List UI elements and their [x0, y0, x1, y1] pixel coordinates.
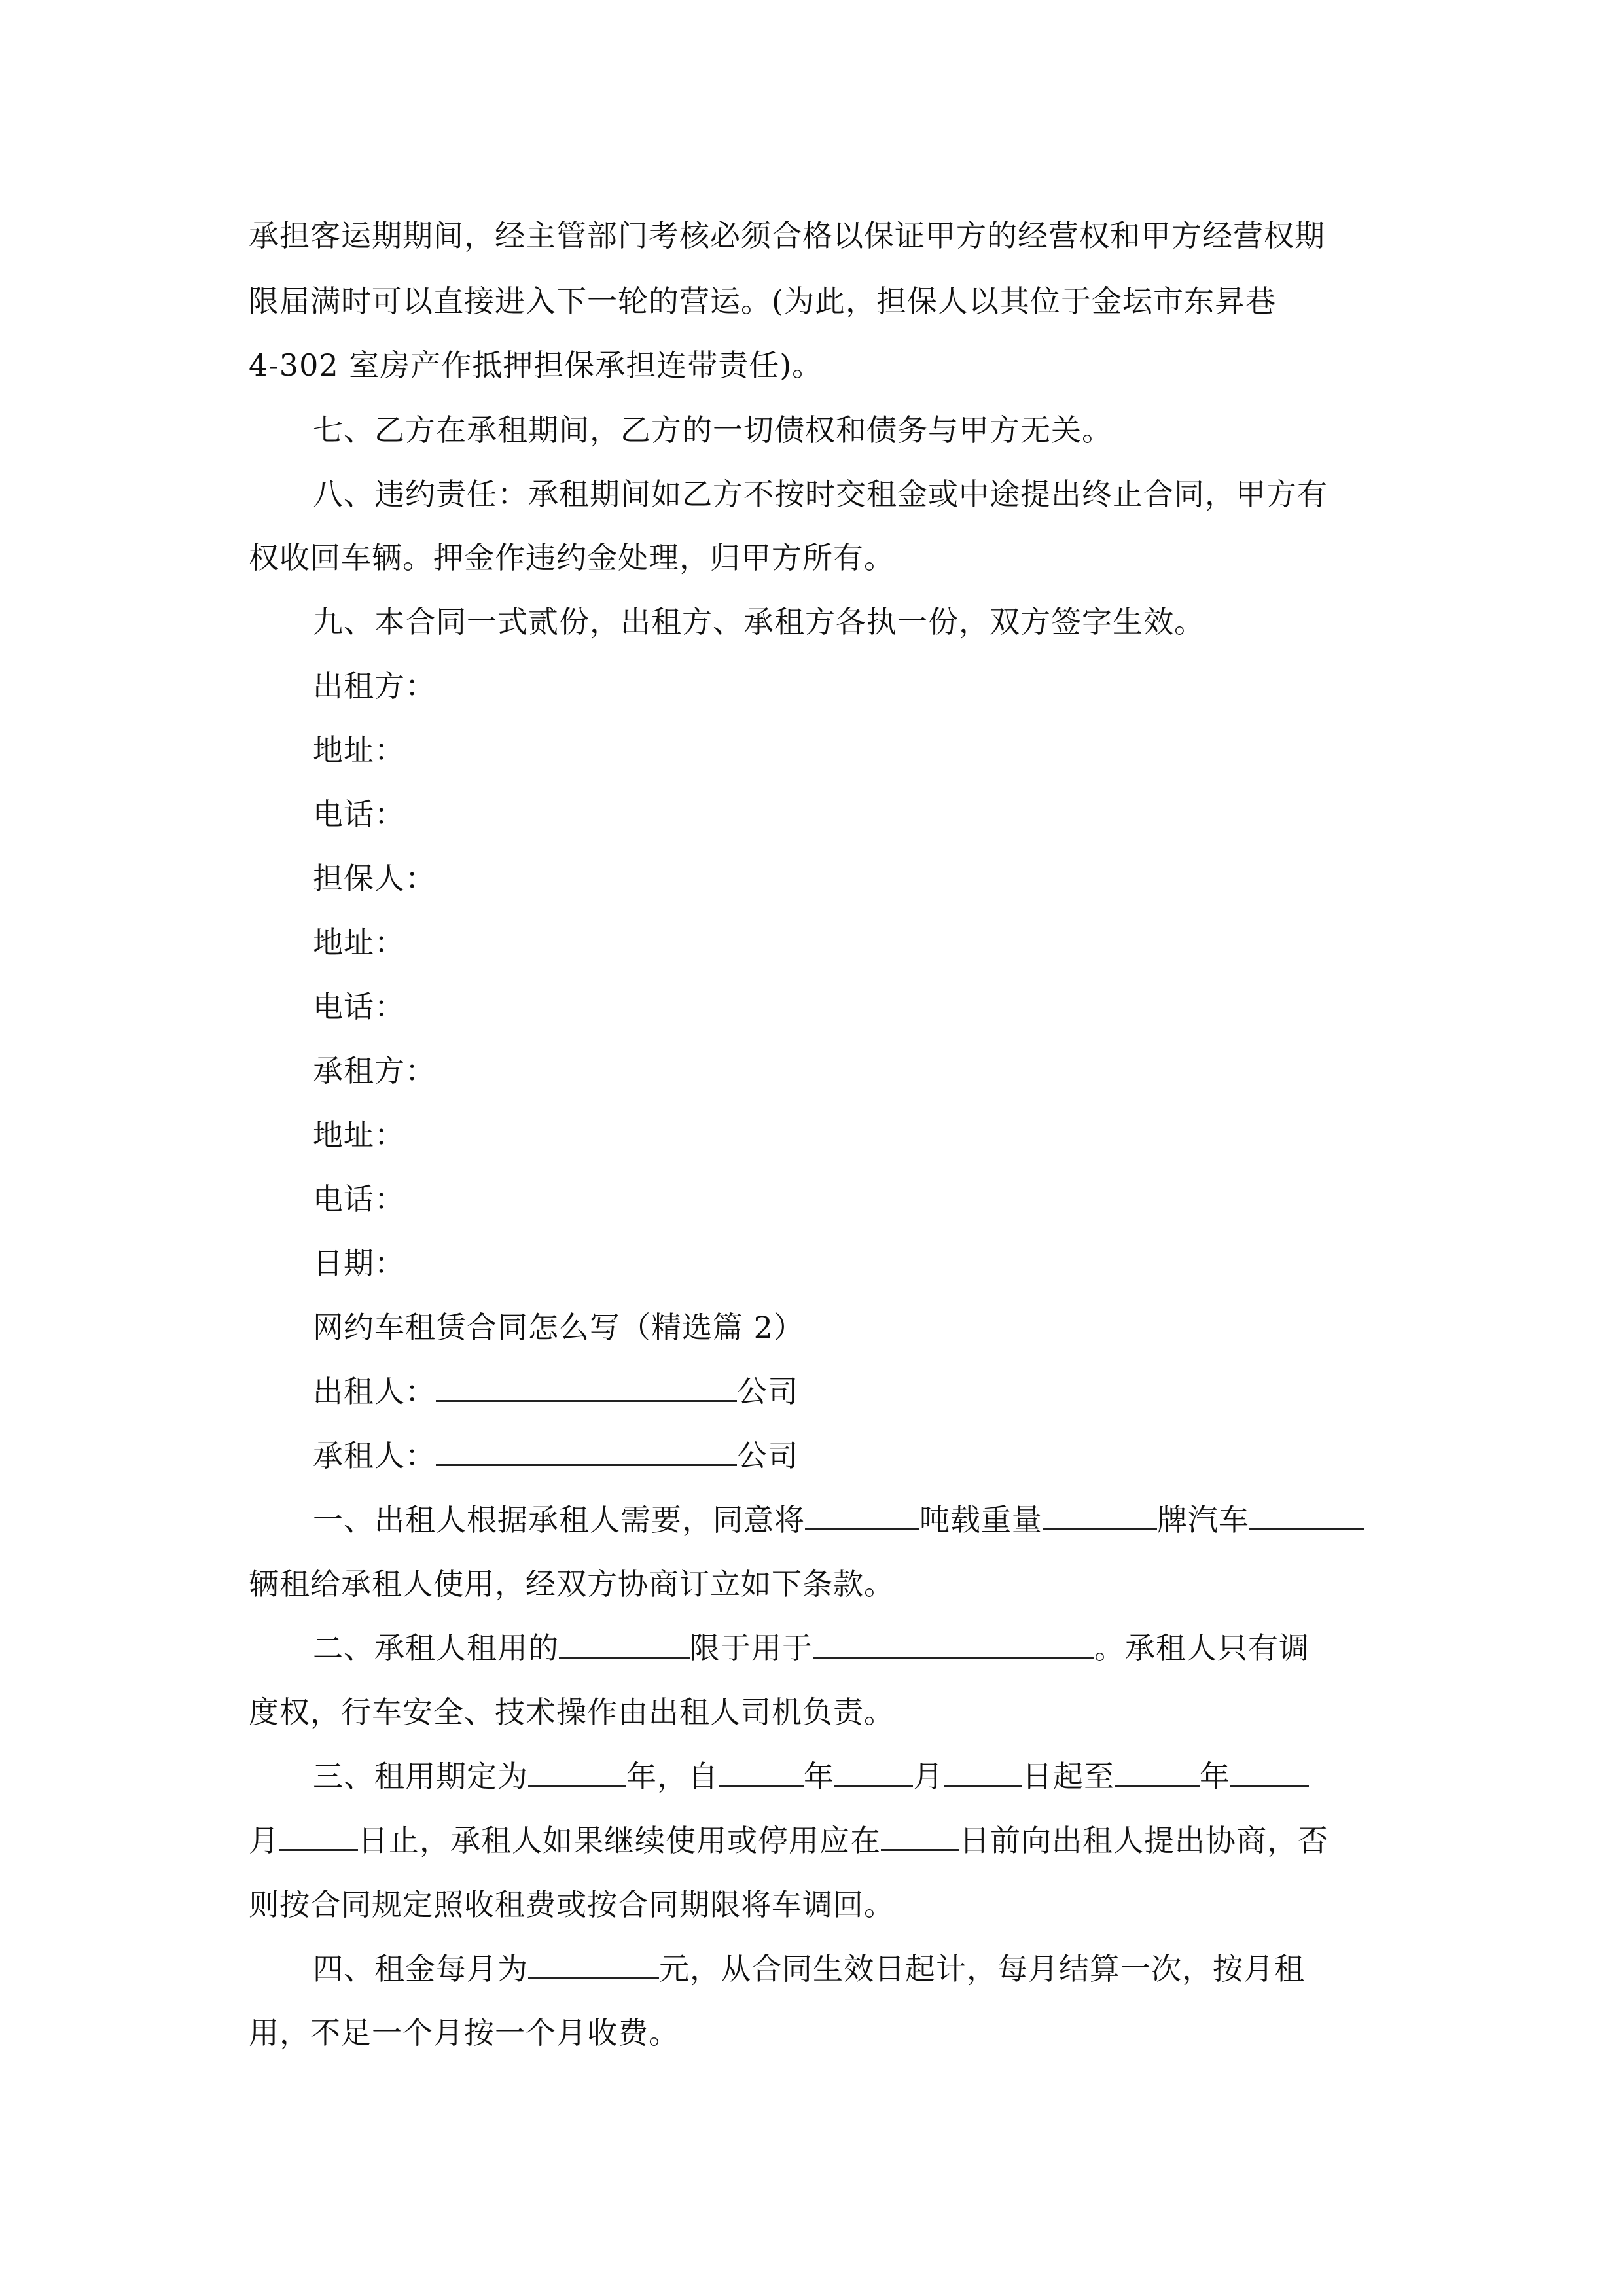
clause2-text-b: 限于用于	[690, 1630, 813, 1666]
lessor-phone-label: 电话：	[313, 797, 405, 832]
lessee-company-blank	[436, 1438, 737, 1466]
clause1-line2: 辆租给承租人使用，经双方协商订立如下条款。	[249, 1566, 895, 1602]
lessee-phone-label: 电话：	[313, 1181, 405, 1217]
lessee-address-label: 地址：	[313, 1117, 405, 1153]
clause2-text-c: 。承租人只有调	[1094, 1630, 1310, 1666]
clause4-text-a: 四、租金每月为	[313, 1951, 528, 1986]
clause-eight-line2: 权收回车辆。押金作违约金处理，归甲方所有。	[249, 540, 895, 575]
lessee-label: 承租人：	[313, 1438, 436, 1473]
guarantor-address-label: 地址：	[313, 925, 405, 960]
clause4-text-b: 元，从合同生效日起计，每月结算一次，按月租	[659, 1951, 1305, 1986]
paragraph-line: 4-302 室房产作抵押担保承担连带责任)。	[249, 348, 823, 383]
end-month-blank	[1230, 1759, 1309, 1787]
lessee-party-label: 承租方：	[313, 1053, 436, 1088]
date-label: 日期：	[313, 1246, 405, 1281]
clause1-text-c: 牌汽车	[1157, 1502, 1249, 1537]
paragraph-line: 限届满时可以直接进入下一轮的营运。(为此，担保人以其位于金坛市东昇巷	[249, 283, 1276, 319]
clause2-line1	[313, 1628, 1438, 1668]
guarantor-label: 担保人：	[313, 861, 436, 896]
end-day-blank	[279, 1823, 358, 1851]
notice-day-blank	[881, 1823, 959, 1851]
lessor-company-blank	[436, 1374, 737, 1402]
start-year-blank	[719, 1759, 804, 1787]
monthly-rent-blank	[528, 1951, 659, 1979]
clause3-line3: 则按合同规定照收租费或按合同期限将车调回。	[249, 1887, 895, 1922]
rented-item-blank	[559, 1630, 690, 1659]
clause3-text-c: 年	[804, 1759, 834, 1794]
clause3-text-e: 日起至	[1022, 1759, 1115, 1794]
clause2-line2: 度权，行车安全、技术操作由出租人司机负责。	[249, 1695, 895, 1730]
guarantor-phone-label: 电话：	[313, 989, 405, 1024]
clause3-text-h: 日止，承租人如果继续使用或停用应在	[358, 1823, 881, 1858]
section-title: 网约车租赁合同怎么写（精选篇 2）	[313, 1310, 804, 1345]
end-year-blank	[1115, 1759, 1200, 1787]
brand-blank	[1043, 1502, 1157, 1530]
clause3-text-g: 月	[249, 1823, 279, 1858]
clause1-text-a: 一、出租人根据承租人需要，同意将	[313, 1502, 805, 1537]
start-day-blank	[944, 1759, 1022, 1787]
clause4-line1	[313, 1949, 1438, 1988]
usage-blank	[813, 1630, 1094, 1659]
clause4-line2: 用，不足一个月按一个月收费。	[249, 2015, 679, 2051]
lessee-line	[313, 1436, 1438, 1475]
tonnage-blank	[805, 1502, 919, 1530]
clause3-line2	[249, 1821, 1374, 1860]
clause-eight-line1: 八、违约责任：承租期间如乙方不按时交租金或中途提出终止合同，甲方有	[313, 476, 1328, 512]
clause3-text-i: 日前向出租人提出协商，否	[959, 1823, 1329, 1858]
clause3-text-f: 年	[1200, 1759, 1230, 1794]
clause1-line1	[313, 1500, 1438, 1539]
lessor-suffix: 公司	[737, 1374, 798, 1409]
clause3-line1	[313, 1757, 1438, 1796]
term-years-blank	[528, 1759, 626, 1787]
lessor-party-label: 出租方：	[313, 668, 436, 704]
lessor-label: 出租人：	[313, 1374, 436, 1409]
clause1-text-b: 吨载重量	[919, 1502, 1043, 1537]
paragraph-line: 承担客运期期间，经主管部门考核必须合格以保证甲方的经营权和甲方经营权期	[249, 218, 1325, 253]
lessor-line	[313, 1372, 1438, 1411]
lessee-suffix: 公司	[737, 1438, 798, 1473]
lessor-address-label: 地址：	[313, 732, 405, 768]
vehicle-count-blank	[1249, 1502, 1364, 1530]
clause-nine: 九、本合同一式贰份，出租方、承租方各执一份，双方签字生效。	[313, 604, 1205, 639]
clause2-text-a: 二、承租人租用的	[313, 1630, 559, 1666]
start-month-blank	[834, 1759, 913, 1787]
clause3-text-b: 年，自	[626, 1759, 719, 1794]
clause3-text-d: 月	[913, 1759, 944, 1794]
clause-seven: 七、乙方在承租期间，乙方的一切债权和债务与甲方无关。	[313, 412, 1113, 448]
clause3-text-a: 三、租用期定为	[313, 1759, 528, 1794]
